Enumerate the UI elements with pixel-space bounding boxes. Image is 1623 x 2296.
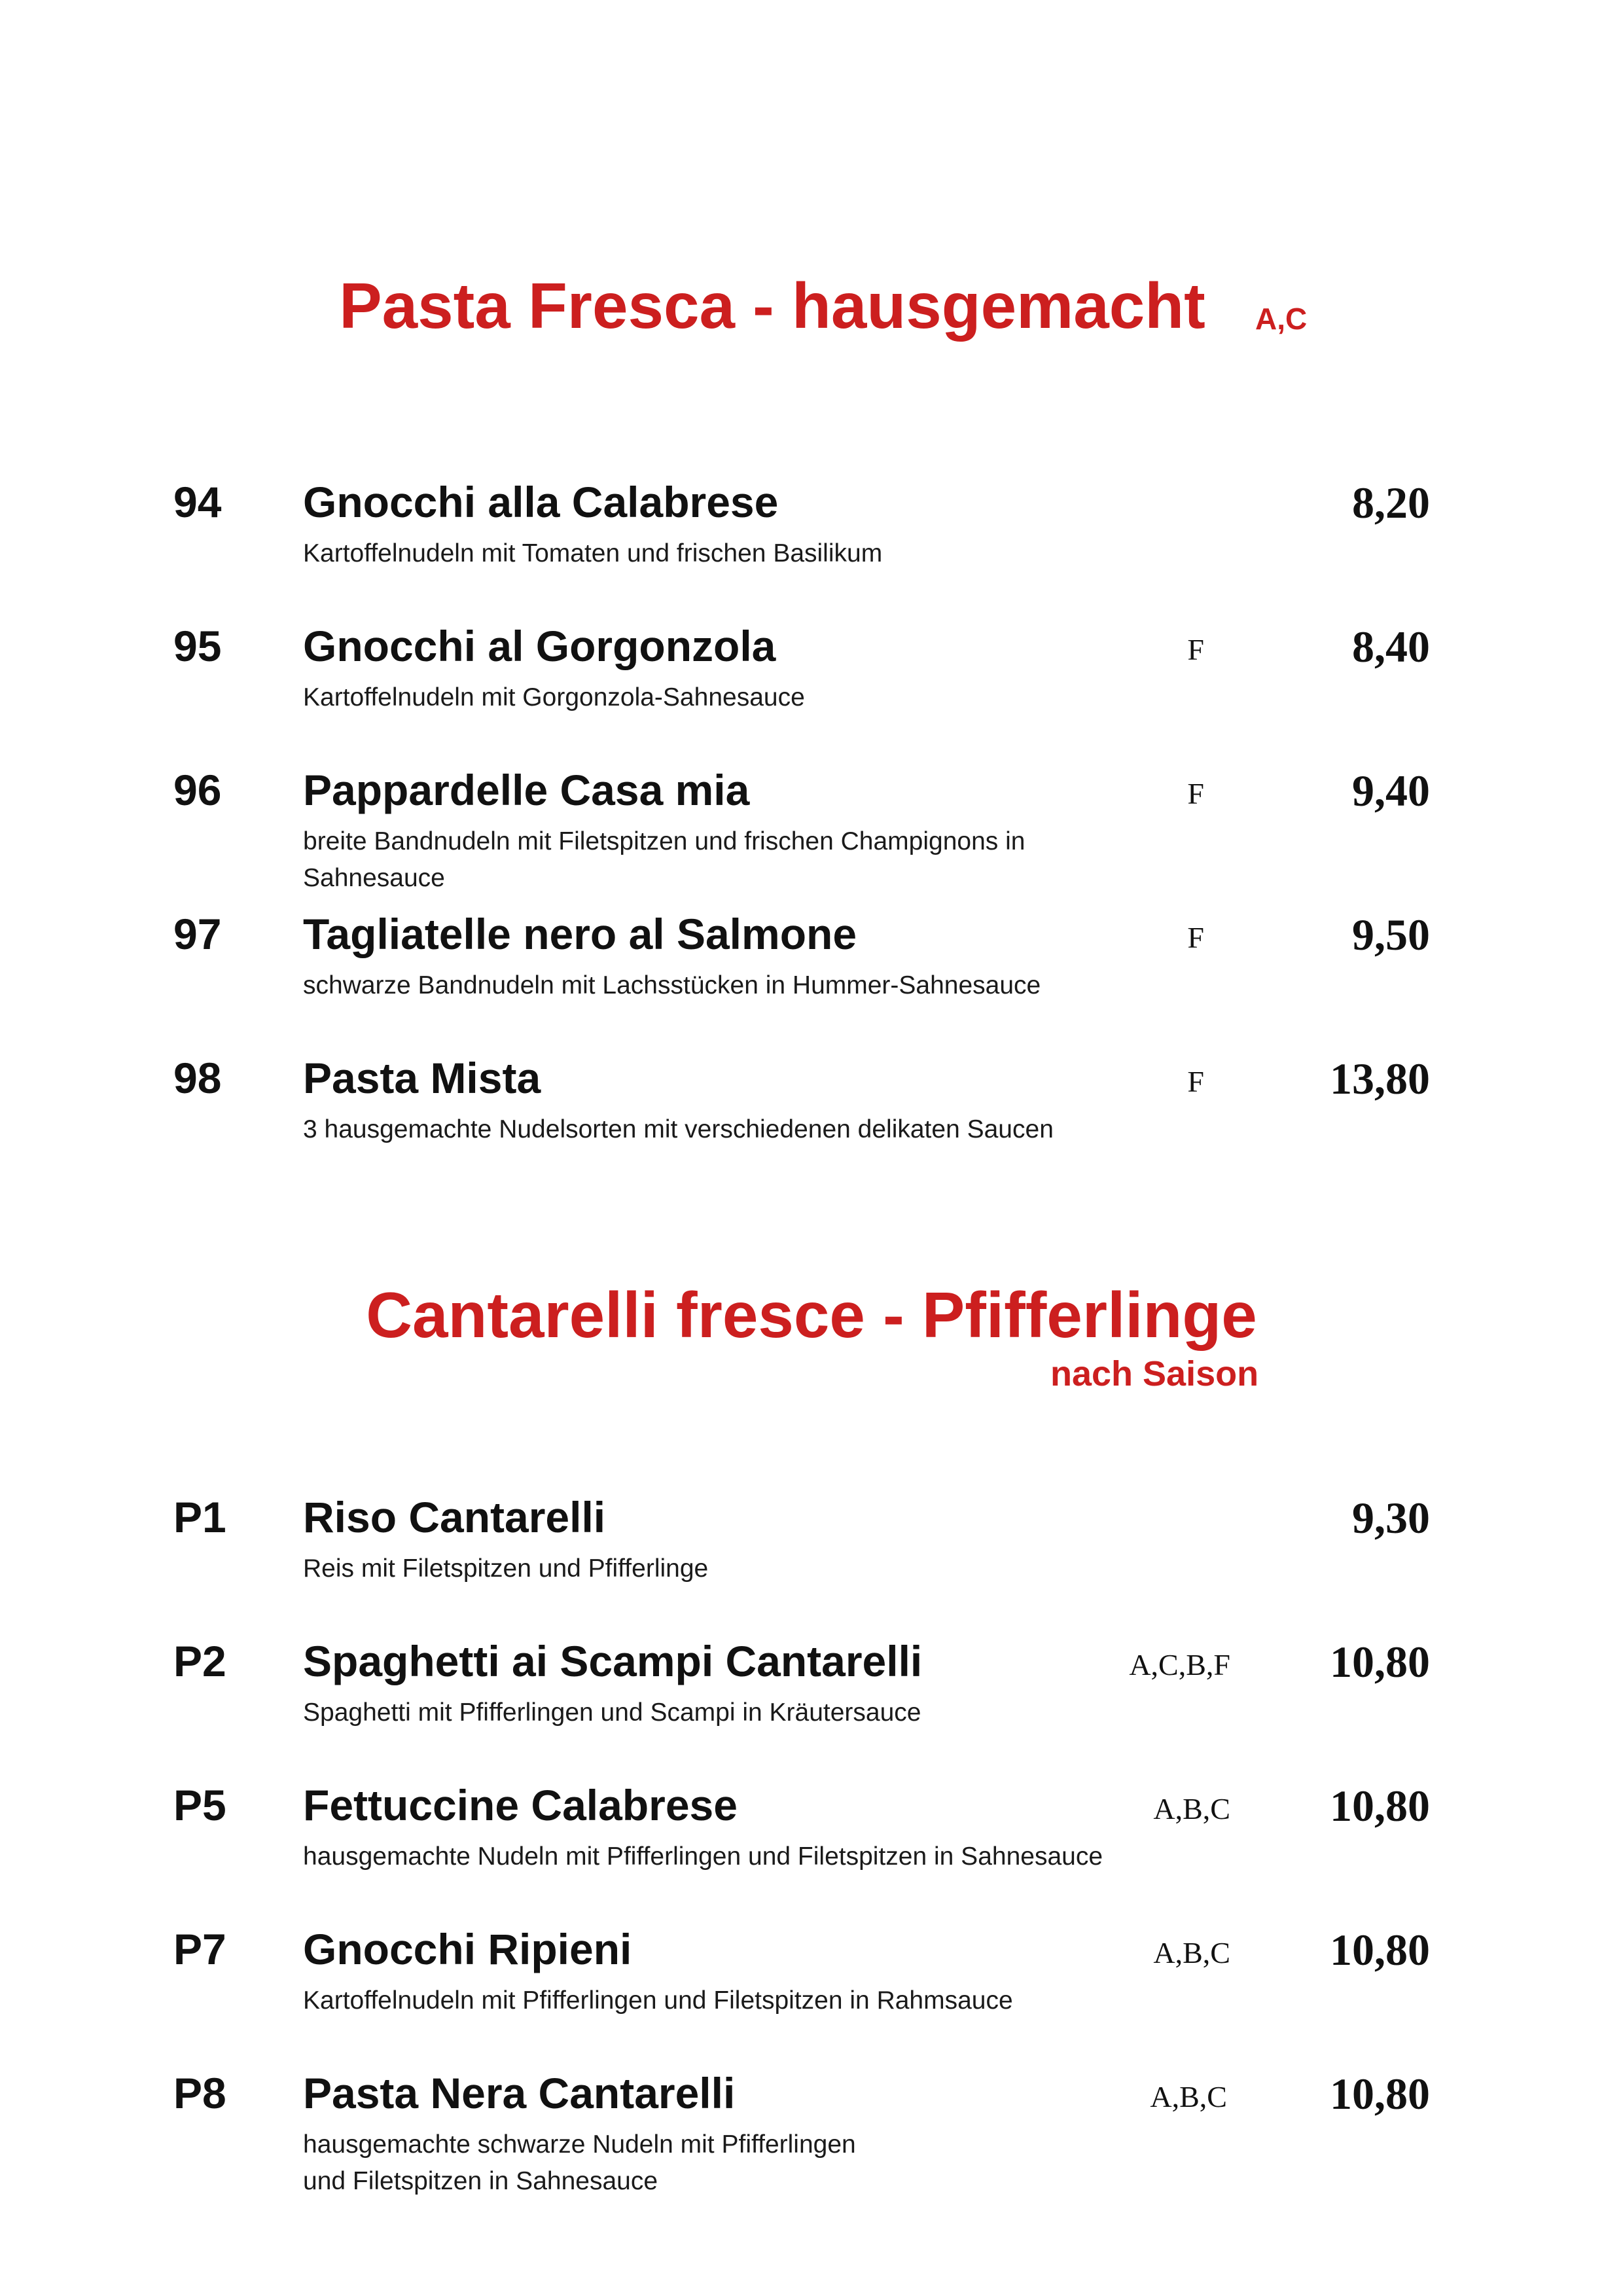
item-number: P2 xyxy=(173,1637,226,1685)
menu-item xyxy=(0,1925,1623,2058)
item-name: Gnocchi alla Calabrese xyxy=(303,478,779,526)
item-number: 96 xyxy=(173,766,222,814)
item-number: 97 xyxy=(173,910,222,958)
item-price: 10,80 xyxy=(1330,1925,1430,1975)
menu-item xyxy=(0,1493,1623,1626)
item-price: 10,80 xyxy=(1330,1637,1430,1687)
item-description: Kartoffelnudeln mit Tomaten und frischen Basilikum xyxy=(303,539,883,567)
item-allergens: F xyxy=(1187,921,1204,954)
item-price: 10,80 xyxy=(1330,1781,1430,1831)
item-number: P7 xyxy=(173,1925,226,1973)
item-allergens: F xyxy=(1187,633,1204,666)
item-name: Pasta Nera Cantarelli xyxy=(303,2069,736,2117)
item-name: Gnocchi Ripieni xyxy=(303,1925,632,1973)
item-number: 94 xyxy=(173,478,222,526)
item-number: P8 xyxy=(173,2069,226,2117)
item-name: Riso Cantarelli xyxy=(303,1493,606,1541)
item-price: 9,40 xyxy=(1352,766,1430,816)
section-title-pasta-fresca: Pasta Fresca - hausgemacht xyxy=(339,270,1205,342)
section-subtitle: nach Saison xyxy=(1050,1354,1259,1393)
menu-item xyxy=(0,912,1623,1043)
item-number: 98 xyxy=(173,1054,222,1102)
item-number: P5 xyxy=(173,1781,226,1829)
item-name: Gnocchi al Gorgonzola xyxy=(303,622,776,670)
menu-item xyxy=(0,1056,1623,1187)
menu-item xyxy=(0,2069,1623,2202)
item-name: Fettuccine Calabrese xyxy=(303,1781,738,1829)
item-description: hausgemachte schwarze Nudeln mit Pfifferlingen und Filetspitzen in Sahnesauce xyxy=(303,2130,856,2195)
item-description: Kartoffelnudeln mit Pfifferlingen und Filetspitzen in Rahmsauce xyxy=(303,1986,1013,2015)
item-name: Pasta Mista xyxy=(303,1054,541,1102)
item-number: P1 xyxy=(173,1493,226,1541)
section-title-cantarelli: Cantarelli fresce - Pfifferlinge xyxy=(366,1279,1257,1351)
item-name: Spaghetti ai Scampi Cantarelli xyxy=(303,1637,923,1685)
item-allergens: A,C,B,F xyxy=(1129,1648,1230,1681)
item-allergens: F xyxy=(1187,777,1204,810)
item-allergens: A,B,C xyxy=(1150,2080,1227,2113)
item-description: hausgemachte Nudeln mit Pfifferlingen und Filetspitzen in Sahnesauce xyxy=(303,1842,1103,1871)
item-allergens: A,B,C xyxy=(1153,1792,1230,1825)
item-price: 8,40 xyxy=(1352,622,1430,672)
menu-item xyxy=(0,1637,1623,1770)
menu-item xyxy=(0,1781,1623,1914)
item-allergens: A,B,C xyxy=(1153,1936,1230,1969)
item-description: Reis mit Filetspitzen und Pfifferlinge xyxy=(303,1554,709,1583)
section-allergens: A,C xyxy=(1255,302,1308,336)
item-description: schwarze Bandnudeln mit Lachsstücken in Hummer-Sahnesauce xyxy=(303,971,1041,999)
item-description: Spaghetti mit Pfifferlingen und Scampi in Kräutersauce xyxy=(303,1698,921,1727)
item-description: 3 hausgemachte Nudelsorten mit verschiedenen delikaten Saucen xyxy=(303,1115,1054,1143)
item-number: 95 xyxy=(173,622,222,670)
item-allergens: F xyxy=(1187,1065,1204,1098)
menu-item xyxy=(0,624,1623,755)
item-description: Kartoffelnudeln mit Gorgonzola-Sahnesauce xyxy=(303,683,805,711)
item-price: 13,80 xyxy=(1330,1054,1430,1103)
menu-item xyxy=(0,768,1623,899)
item-description: breite Bandnudeln mit Filetspitzen und frischen Champignons in Sahnesauce xyxy=(303,827,1026,892)
item-price: 9,50 xyxy=(1352,910,1430,960)
item-price: 8,20 xyxy=(1352,478,1430,528)
item-name: Pappardelle Casa mia xyxy=(303,766,750,814)
item-price: 9,30 xyxy=(1352,1493,1430,1543)
item-price: 10,80 xyxy=(1330,2069,1430,2119)
menu-item xyxy=(0,480,1623,611)
item-name: Tagliatelle nero al Salmone xyxy=(303,910,857,958)
